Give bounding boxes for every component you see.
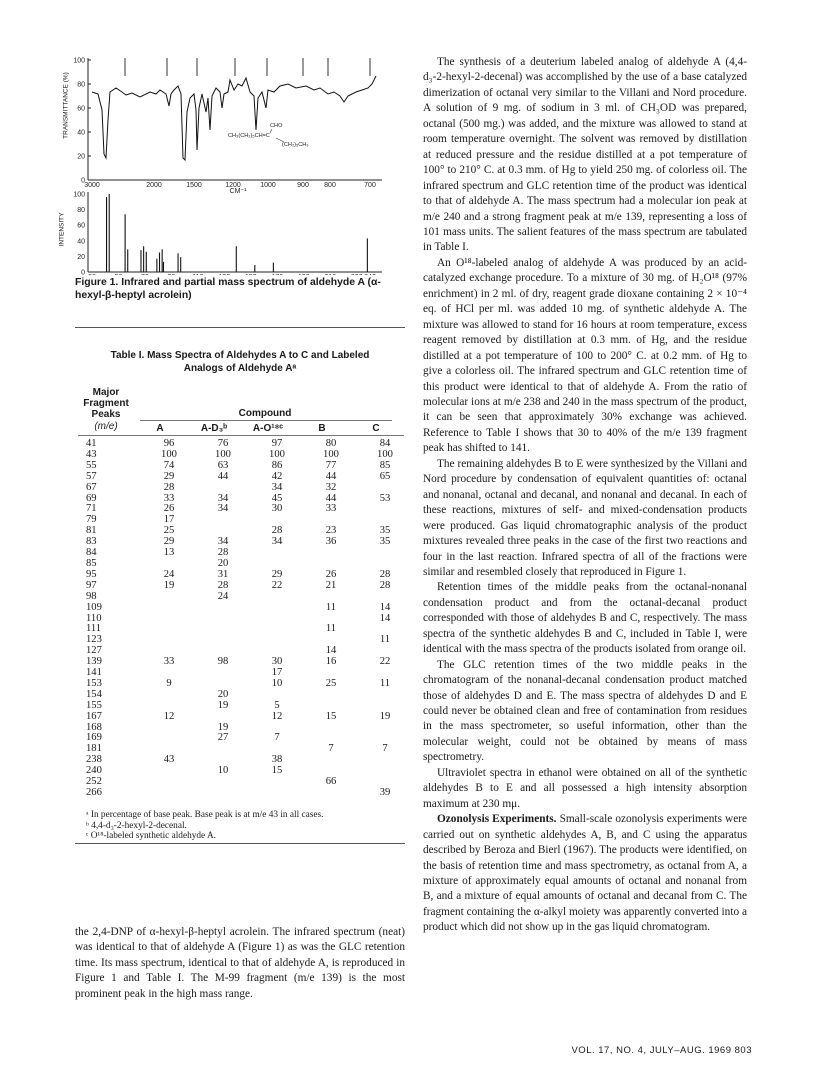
- ozonolysis-heading: Ozonolysis Experiments.: [437, 813, 557, 826]
- mz-cell: 252: [86, 776, 102, 788]
- value-cell: 12: [163, 710, 175, 722]
- value-cell: 17: [163, 514, 175, 526]
- table-row: [78, 603, 412, 614]
- table-row: [78, 450, 412, 461]
- mz-cell: 111: [86, 623, 102, 635]
- right-column: [423, 55, 747, 936]
- ms-x-tick-label: [324, 274, 336, 275]
- value-cell: 34: [217, 492, 229, 504]
- value-cell: 16: [325, 656, 337, 668]
- value-cell: [196, 788, 250, 799]
- value-cell: 28: [271, 525, 283, 537]
- value-cell: 17: [271, 667, 283, 679]
- value-cell: 84: [379, 438, 391, 449]
- value-cell: 98: [217, 656, 229, 668]
- col-head-b: B: [318, 423, 326, 434]
- mz-cell: 139: [86, 656, 102, 668]
- table-row: [78, 570, 412, 581]
- structure-main: CH₃(CH₂)₅CH=C: [228, 133, 270, 139]
- stub-head-line: Fragment: [83, 398, 129, 410]
- mz-cell: 240: [86, 765, 102, 777]
- table-row: [78, 723, 412, 734]
- mz-cell: 95: [86, 568, 97, 580]
- value-cell: [250, 624, 304, 635]
- value-cell: [304, 548, 358, 559]
- value-cell: 19: [217, 699, 229, 711]
- value-cell: [250, 788, 304, 799]
- paragraph: the 2,4-DNP of α-hexyl-β-heptyl acrolein. The infrared spectrum (neat) was identical to that of aldehyde A (Figure 1) as was the GLC retention time. Its mass spectrum, identical to that of aldehyde A, is reproduced in Figure 1 and Table I. The M-99 fragment (m/e 139) is the most prominent peak in the high mass range.: [75, 926, 405, 1000]
- value-cell: 29: [163, 536, 175, 548]
- ms-y-tick-label: 0: [81, 269, 85, 275]
- value-cell: 33: [325, 503, 337, 515]
- value-cell: 100: [269, 448, 285, 460]
- ir-y-tick-label: 60: [77, 105, 85, 113]
- value-cell: 26: [163, 503, 175, 515]
- value-cell: 7: [328, 743, 334, 755]
- value-cell: 22: [271, 579, 283, 591]
- value-cell: [358, 723, 412, 734]
- table-row: [78, 766, 412, 777]
- mz-cell: 109: [86, 601, 102, 613]
- value-cell: 20: [217, 557, 229, 569]
- value-cell: [142, 635, 196, 646]
- value-cell: 35: [379, 525, 391, 537]
- table-row: [78, 624, 412, 635]
- footnote: ᵇ 4,4-d₃-2-hexyl-2-decenal.: [86, 820, 187, 831]
- table-row: [78, 712, 412, 723]
- value-cell: [142, 766, 196, 777]
- table-row: [78, 755, 412, 766]
- value-cell: 34: [217, 536, 229, 548]
- value-cell: 44: [217, 470, 229, 482]
- value-cell: [304, 723, 358, 734]
- col-head-a-o18: A-O¹⁸ᶜ: [252, 423, 284, 434]
- value-cell: 11: [325, 623, 337, 635]
- table-row: [78, 548, 412, 559]
- ir-x-axis-unit: CM⁻¹: [229, 188, 247, 195]
- col-head-a: A: [156, 423, 164, 434]
- ir-y-tick-label: 100: [73, 57, 85, 65]
- value-cell: 43: [163, 754, 175, 766]
- value-cell: [358, 504, 412, 515]
- value-cell: 100: [377, 448, 393, 460]
- value-cell: 21: [325, 579, 337, 591]
- ir-spectrum: [73, 58, 382, 196]
- table-row: [78, 777, 412, 788]
- figure-caption: Figure 1. Infrared and partial mass spectrum of aldehyde A (α-hexyl-β-heptyl acrolein): [75, 277, 381, 301]
- ir-y-axis-label: TRANSMITTANCE (%): [62, 72, 70, 139]
- value-cell: 22: [379, 656, 391, 668]
- table-title-line2: Analogs of Aldehyde Aᵃ: [183, 363, 297, 374]
- value-cell: 44: [325, 492, 337, 504]
- value-cell: [358, 548, 412, 559]
- ir-x-tick-label: 900: [297, 182, 309, 189]
- value-cell: 29: [271, 568, 283, 580]
- value-cell: 19: [217, 721, 229, 733]
- value-cell: 24: [217, 590, 229, 602]
- value-cell: [142, 624, 196, 635]
- ir-x-tick-label: 1200: [225, 182, 241, 189]
- mz-cell: 71: [86, 503, 97, 515]
- value-cell: 66: [325, 776, 337, 788]
- value-cell: [142, 733, 196, 744]
- value-cell: 15: [325, 710, 337, 722]
- value-cell: 100: [323, 448, 339, 460]
- value-cell: [196, 614, 250, 625]
- value-cell: [304, 690, 358, 701]
- table-row: [78, 592, 412, 603]
- value-cell: 10: [271, 677, 283, 689]
- ms-y-tick-label: 80: [77, 207, 85, 215]
- value-cell: [250, 592, 304, 603]
- value-cell: [142, 690, 196, 701]
- table-row: [78, 701, 412, 712]
- mz-cell: 79: [86, 514, 97, 526]
- mz-cell: 154: [86, 688, 102, 700]
- value-cell: 15: [271, 765, 283, 777]
- value-cell: [196, 668, 250, 679]
- value-cell: 80: [325, 438, 337, 449]
- value-cell: 11: [379, 677, 391, 689]
- table-row: [78, 614, 412, 625]
- mz-cell: 69: [86, 492, 97, 504]
- table-row: [78, 439, 412, 450]
- value-cell: 14: [325, 645, 337, 657]
- compound-label: Compound: [238, 408, 292, 419]
- ms-y-tick-label: 40: [77, 238, 85, 246]
- paragraph: The synthesis of a deuterium labeled analog of aldehyde A (4,4-d₃-2-hexyl-2-decenal) was accomplished by the use of a base catalyzed dimerization of octanal very similar to the Villani and Nord procedure. A solution of 9 mg. of sodium in 3 ml. of CH₃OD was prepared, octanal (500 mg.) was added, and the mixture was allowed to stand at room temperature overnight. The solvent was removed by distillation at reduced pressure and the residue distilled at a pot temperature of 100° to 210° C. at 0.3 mm. of Hg to yield 250 mg. of colorless oil. The infrared spectrum and GLC retention time of the product was identical to that of aldehyde A. The mass spectrum had a molecular ion peak at m/e 240 and a strong fragment peak at m/e 139, representing a loss of 101 mass units. The salient features of the mass spectrum are tabulated in Table I.: [423, 56, 747, 254]
- value-cell: [196, 515, 250, 526]
- value-cell: [142, 777, 196, 788]
- value-cell: [196, 777, 250, 788]
- value-cell: [358, 690, 412, 701]
- value-cell: 23: [325, 525, 337, 537]
- value-cell: 77: [325, 459, 337, 471]
- stub-head-line: Peaks: [91, 409, 121, 421]
- stub-head-line: Major: [92, 387, 120, 398]
- value-cell: [196, 624, 250, 635]
- ozonolysis-paragraph: [423, 812, 747, 936]
- table-row: [78, 690, 412, 701]
- value-cell: 24: [163, 568, 175, 580]
- table-row: [78, 483, 412, 494]
- value-cell: 7: [274, 732, 280, 744]
- value-cell: 29: [163, 470, 175, 482]
- table-row: [78, 504, 412, 515]
- table-row: [78, 744, 412, 755]
- value-cell: 33: [163, 492, 175, 504]
- value-cell: 28: [217, 579, 229, 591]
- value-cell: 27: [217, 732, 229, 744]
- value-cell: 38: [271, 754, 283, 766]
- value-cell: 100: [161, 448, 177, 460]
- table-row: [78, 646, 412, 657]
- value-cell: 74: [163, 459, 175, 471]
- paragraph: The GLC retention times of the two middle peaks in the chromatogram of the nonanal-decanal condensation product matched those of aldehydes D and E. The mass spectra of aldehydes D and E could never be obtained clean and free of contamination from residues in the mass spectrometer, so useful information, other than the molecular weight, could not be obtained by means of mass spectrometry.: [423, 658, 747, 764]
- stub-head: [78, 387, 134, 432]
- value-cell: 11: [325, 601, 337, 613]
- value-cell: [358, 592, 412, 603]
- footnote: ᵃ In percentage of base peak. Base peak is at m/e 43 in all cases.: [86, 810, 324, 820]
- divider: [75, 327, 405, 328]
- table-row: [78, 668, 412, 679]
- ms-x-tick-label: [141, 274, 149, 275]
- value-cell: 13: [163, 547, 175, 559]
- table-bottom-rule: [75, 843, 405, 844]
- mz-cell: 238: [86, 754, 102, 766]
- value-cell: 100: [215, 448, 231, 460]
- value-cell: [304, 592, 358, 603]
- mz-cell: 168: [86, 721, 102, 733]
- table-row: [78, 559, 412, 570]
- left-column-text: [75, 925, 405, 1002]
- mz-cell: 81: [86, 525, 97, 537]
- ms-x-tick-label: [245, 274, 257, 275]
- value-cell: 53: [379, 492, 391, 504]
- value-cell: [250, 777, 304, 788]
- table-row: [78, 788, 412, 799]
- value-cell: 45: [271, 492, 283, 504]
- value-cell: 34: [217, 503, 229, 515]
- ir-y-tick-label: 0: [81, 177, 85, 185]
- mz-cell: 43: [86, 448, 97, 460]
- value-cell: [358, 755, 412, 766]
- value-cell: 63: [217, 459, 229, 471]
- value-cell: 30: [271, 656, 283, 668]
- ms-x-tick-label: [88, 274, 96, 275]
- value-cell: 19: [163, 579, 175, 591]
- value-cell: [142, 592, 196, 603]
- value-cell: [304, 788, 358, 799]
- paragraph: Retention times of the middle peaks from the octanal-nonanal condensation product and from the octanal-decanal product corresponded with those of aldehydes B and C, respectively. The mass spectra of the synthetic aldehydes B and C, included in Table I, were identical with the mass spectra of the products isolated from orange oil.: [423, 581, 747, 656]
- value-cell: 32: [325, 481, 337, 493]
- table-row: [78, 635, 412, 646]
- value-cell: [142, 723, 196, 734]
- mz-cell: 110: [86, 612, 102, 624]
- paragraph: Ultraviolet spectra in ethanol were obtained on all of the synthetic aldehydes B to E and all possessed a high intensity absorption maximum at 230 mμ.: [423, 766, 747, 810]
- ir-x-tick-label: 700: [364, 182, 376, 189]
- value-cell: [304, 755, 358, 766]
- value-cell: [196, 712, 250, 723]
- ms-y-axis-label: INTENSITY: [58, 212, 66, 247]
- value-cell: 34: [271, 536, 283, 548]
- mz-cell: 84: [86, 547, 97, 559]
- value-cell: [196, 635, 250, 646]
- ms-x-tick-label: [115, 274, 123, 275]
- table-row: [78, 494, 412, 505]
- mz-cell: 55: [86, 459, 97, 471]
- ir-x-tick-label: 1000: [260, 182, 276, 189]
- value-cell: 14: [379, 601, 391, 613]
- ms-y-tick-label: 100: [73, 191, 85, 199]
- value-cell: 31: [217, 568, 229, 580]
- table-row: [78, 526, 412, 537]
- ms-x-tick-label: [298, 274, 310, 275]
- value-cell: 7: [382, 743, 388, 755]
- value-cell: [358, 483, 412, 494]
- ms-x-tick-label: [351, 274, 363, 275]
- value-cell: 42: [271, 470, 283, 482]
- mz-cell: 266: [86, 787, 102, 798]
- paragraph: The remaining aldehydes B to E were synthesized by the Villani and Nord procedure by condensation of equivalent quantities of: octanal and nonanal, octanal and decanal, and nonanal and decanal. In each of these reactions, mixtures of self- and mixed-condensation products were produced. Gas liquid chromatographic analysis of the product mixtures revealed three peaks in the case of the first two reactions and four in the last reaction. Infrared spectra of all of the fractions were similar and resembled closely that reproduced in Figure 1.: [423, 457, 747, 578]
- table-row: [78, 679, 412, 690]
- value-cell: 28: [217, 547, 229, 559]
- ir-x-tick-label: 1500: [186, 182, 202, 189]
- mz-cell: 67: [86, 481, 97, 493]
- ir-y-tick-label: 20: [77, 153, 85, 161]
- value-cell: 44: [325, 470, 337, 482]
- ms-x-tick-label: [219, 274, 231, 275]
- table-column-headers: [133, 423, 403, 434]
- ir-x-tick-label: 3000: [84, 182, 100, 189]
- table-row: [78, 472, 412, 483]
- value-cell: 96: [163, 438, 175, 449]
- ms-x-tick-label: [271, 274, 283, 275]
- value-cell: [196, 483, 250, 494]
- ir-x-tick-label: 800: [324, 182, 336, 189]
- value-cell: 5: [274, 699, 280, 711]
- ozonolysis-text: Small-scale ozonolysis experiments were carried out on synthetic aldehydes A, B, and C using the apparatus described by Beroza and Bierl (1967). The products were identified, on the basis of retention time and mass spectrometry, as octanal from A, a mixture of approximately equal amounts of octanal and nonanal from B, and a mixture of equal amounts of octanal and decanal from C. The fragment containing the α-alkyl moiety was apparently converted into a product which did not show up in the gas liquid chromatogram.: [423, 813, 747, 934]
- value-cell: [196, 603, 250, 614]
- table-row: [78, 461, 412, 472]
- value-cell: 28: [379, 579, 391, 591]
- mass-spectrum: [73, 192, 382, 276]
- value-cell: [142, 614, 196, 625]
- value-cell: 33: [163, 656, 175, 668]
- figure-1: [70, 50, 400, 275]
- ms-x-tick-label: [364, 274, 376, 275]
- value-cell: 86: [271, 459, 283, 471]
- value-cell: 19: [379, 710, 391, 722]
- value-cell: 28: [379, 568, 391, 580]
- value-cell: 11: [379, 634, 391, 646]
- value-cell: [196, 744, 250, 755]
- value-cell: 36: [325, 536, 337, 548]
- mz-cell: 57: [86, 470, 97, 482]
- value-cell: [250, 603, 304, 614]
- table-footnotes: [86, 810, 406, 842]
- value-cell: 76: [217, 438, 229, 449]
- value-cell: 26: [325, 568, 337, 580]
- ir-y-tick-label: 40: [77, 129, 85, 137]
- table-row: [78, 733, 412, 744]
- mz-cell: 153: [86, 677, 102, 689]
- compound-rule: [140, 420, 392, 421]
- table-title-line1: Table I. Mass Spectra of Aldehydes A to C and Labeled: [110, 350, 370, 361]
- value-cell: 9: [166, 677, 172, 689]
- col-head-c: C: [372, 423, 380, 434]
- paragraph: An O¹⁸-labeled analog of aldehyde A was produced by an acid-catalyzed exchange procedure. To a mixture of 30 mg. of H₂O¹⁸ (97% enrichment) in 2 ml. of dry, reagent grade dioxane containing 2 × 10⁻⁴ eq. of HCl per ml. was added 10 mg. of synthetic aldehyde A. The mixture was allowed to stand for 16 hours at room temperature, excess reagent removed by distillation at 0.3 mm. of Hg, and the residue distilled at a pot temperature of 100 to 200° C. at 0.2 mm. of Hg to give a colorless oil. The infrared spectrum and GLC retention time of this product were identical to that of aldehyde A. From the ratio of molecular ions at m/e 238 and 240 in the mass spectrum of the product, it can be seen that approximately 30% exchange was achieved. Reference to Table I shows that 30 to 40% of the m/e 139 fragment peak has shifted to 141.: [423, 256, 747, 455]
- ms-x-tick-label: [192, 274, 203, 275]
- value-cell: 85: [379, 459, 391, 471]
- table-row: [78, 657, 412, 668]
- structure-cho: CHO: [270, 123, 283, 129]
- table-row: [78, 515, 412, 526]
- value-cell: [358, 766, 412, 777]
- ir-trace: [92, 76, 376, 160]
- ms-y-tick-label: 20: [77, 253, 85, 261]
- mz-cell: 123: [86, 634, 102, 646]
- mz-cell: 155: [86, 699, 102, 711]
- value-cell: 65: [379, 470, 391, 482]
- header-rule: [78, 435, 404, 436]
- value-cell: 34: [271, 481, 283, 493]
- footnote: ᶜ O¹⁸-labeled synthetic aldehyde A.: [86, 831, 217, 841]
- value-cell: 14: [379, 612, 391, 624]
- value-cell: [250, 635, 304, 646]
- mz-cell: 41: [86, 438, 97, 449]
- value-cell: 25: [325, 677, 337, 689]
- value-cell: [250, 548, 304, 559]
- mz-cell: 167: [86, 710, 102, 722]
- mz-cell: 83: [86, 536, 97, 548]
- table-title: [75, 349, 405, 375]
- mz-cell: 141: [86, 667, 102, 679]
- table-row: [78, 537, 412, 548]
- ms-x-tick-label: [168, 274, 176, 275]
- mass-spectra-table: [78, 439, 412, 799]
- value-cell: [250, 614, 304, 625]
- value-cell: [142, 603, 196, 614]
- value-cell: 97: [271, 438, 283, 449]
- page-footer: VOL. 17, NO. 4, JULY–AUG. 1969 803: [571, 1045, 752, 1056]
- mz-cell: 181: [86, 743, 102, 755]
- mz-cell: 85: [86, 557, 97, 569]
- value-cell: 20: [217, 688, 229, 700]
- stub-head-line: (m/e): [94, 420, 118, 432]
- mz-cell: 127: [86, 645, 102, 657]
- value-cell: [142, 788, 196, 799]
- mz-cell: 169: [86, 732, 102, 744]
- value-cell: 35: [379, 536, 391, 548]
- value-cell: 25: [163, 525, 175, 537]
- value-cell: 28: [163, 481, 175, 493]
- value-cell: 12: [271, 710, 283, 722]
- ir-y-tick-label: 80: [77, 81, 85, 89]
- value-cell: 30: [271, 503, 283, 515]
- value-cell: 10: [217, 765, 229, 777]
- table-row: [78, 581, 412, 592]
- col-head-a-d3: A-D₃ᵇ: [200, 423, 228, 434]
- ms-y-tick-label: 60: [77, 222, 85, 230]
- mz-cell: 97: [86, 579, 97, 591]
- value-cell: 39: [379, 787, 391, 798]
- mz-cell: 98: [86, 590, 97, 602]
- ir-x-tick-label: 2000: [146, 182, 162, 189]
- structure-chain: (CH₂)₅CH₃: [282, 142, 309, 148]
